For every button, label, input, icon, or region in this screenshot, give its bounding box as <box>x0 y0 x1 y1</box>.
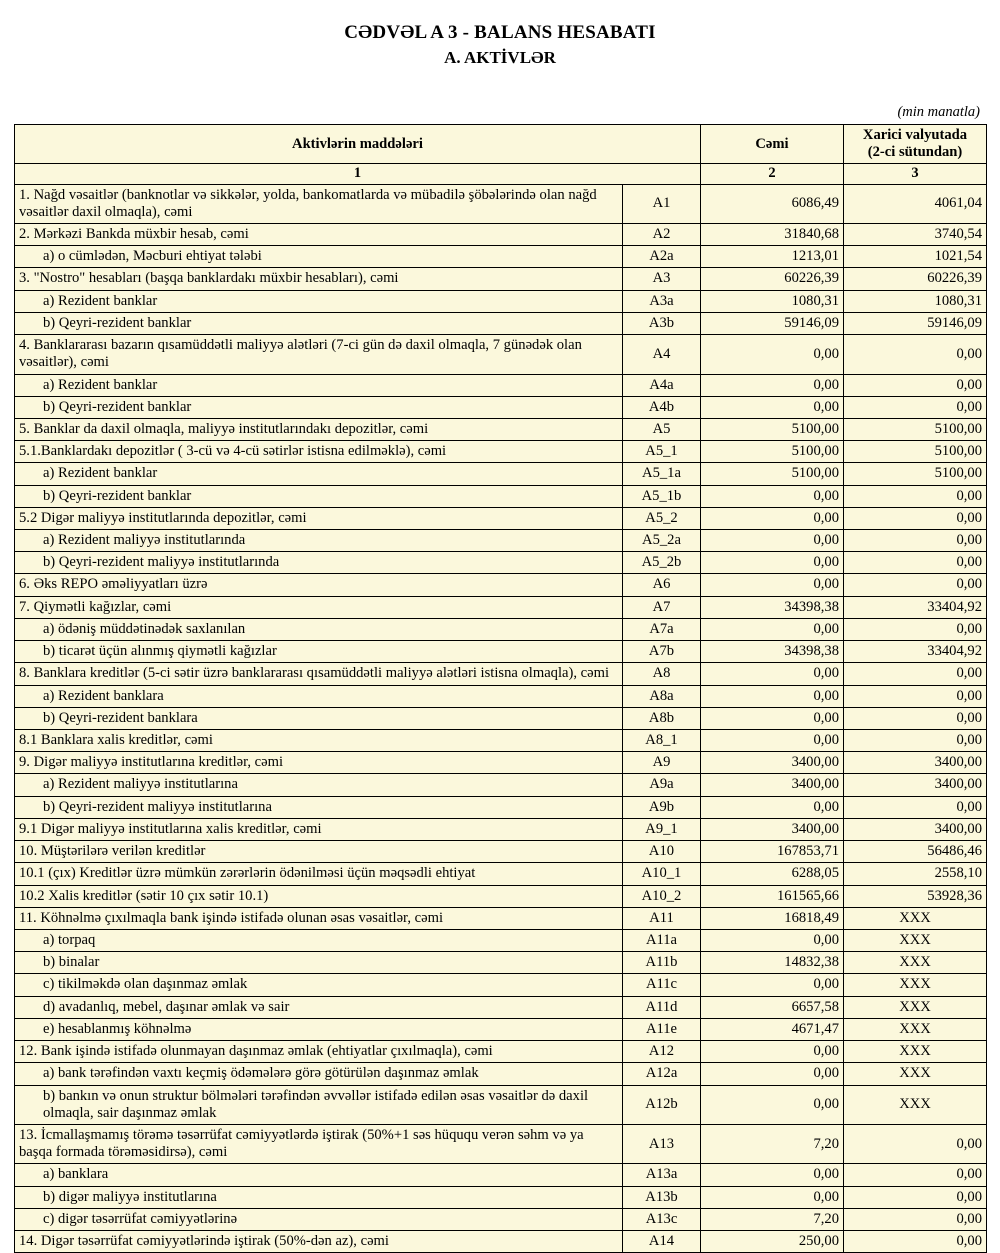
row-fx-value: 56486,46 <box>844 841 987 863</box>
row-fx-value: 0,00 <box>844 335 987 374</box>
row-code: A10_1 <box>623 863 701 885</box>
row-label: a) ödəniş müddətinədək saxlanılan <box>15 618 623 640</box>
row-label: 9.1 Digər maliyyə institutlarına xalis kreditlər, cəmi <box>15 818 623 840</box>
row-label: a) bank tərəfindən vaxtı keçmiş ödəmələrə görə götürülən daşınmaz əmlak <box>15 1063 623 1085</box>
row-code: A1 <box>623 184 701 223</box>
row-total-value: 0,00 <box>701 796 844 818</box>
row-total-value: 34398,38 <box>701 641 844 663</box>
row-label: 8. Banklara kreditlər (5-ci sətir üzrə banklararası qısamüddətli maliyyə alətləri istisna olmaqla), cəmi <box>15 663 623 685</box>
table-row <box>15 1164 987 1186</box>
row-code: A13c <box>623 1208 701 1230</box>
row-code: A2 <box>623 223 701 245</box>
row-fx-value: XXX <box>844 974 987 996</box>
row-code: A8 <box>623 663 701 685</box>
row-fx-value: 0,00 <box>844 396 987 418</box>
row-code: A12 <box>623 1041 701 1063</box>
row-code: A9_1 <box>623 818 701 840</box>
table-row <box>15 974 987 996</box>
row-total-value: 0,00 <box>701 685 844 707</box>
row-label: b) Qeyri-rezident banklar <box>15 485 623 507</box>
row-total-value: 4671,47 <box>701 1018 844 1040</box>
row-fx-value: XXX <box>844 1041 987 1063</box>
column-number-3: 3 <box>844 164 987 184</box>
row-label: b) Qeyri-rezident banklara <box>15 707 623 729</box>
column-number-1: 1 <box>15 164 701 184</box>
row-label: e) hesablanmış köhnəlmə <box>15 1018 623 1040</box>
row-total-value: 5100,00 <box>701 441 844 463</box>
row-total-value: 0,00 <box>701 335 844 374</box>
table-row <box>15 463 987 485</box>
table-row <box>15 707 987 729</box>
row-fx-value: 0,00 <box>844 730 987 752</box>
row-code: A3a <box>623 290 701 312</box>
row-fx-value: 3400,00 <box>844 774 987 796</box>
row-label: c) digər təsərrüfat cəmiyyətlərinə <box>15 1208 623 1230</box>
row-total-value: 0,00 <box>701 374 844 396</box>
row-label: b) Qeyri-rezident banklar <box>15 396 623 418</box>
row-total-value: 5100,00 <box>701 463 844 485</box>
row-code: A11c <box>623 974 701 996</box>
table-row <box>15 818 987 840</box>
row-total-value: 0,00 <box>701 663 844 685</box>
row-label: 10.2 Xalis kreditlər (sətir 10 çıx sətir 10.1) <box>15 885 623 907</box>
row-total-value: 0,00 <box>701 1186 844 1208</box>
page-subtitle: A. AKTİVLƏR <box>444 48 556 67</box>
row-total-value: 14832,38 <box>701 952 844 974</box>
row-fx-value: XXX <box>844 907 987 929</box>
row-label: 2. Mərkəzi Bankda müxbir hesab, cəmi <box>15 223 623 245</box>
row-fx-value: 3400,00 <box>844 818 987 840</box>
row-label: a) o cümlədən, Məcburi ehtiyat tələbi <box>15 246 623 268</box>
table-row <box>15 996 987 1018</box>
row-total-value: 0,00 <box>701 485 844 507</box>
row-total-value: 3400,00 <box>701 774 844 796</box>
row-label: a) Rezident maliyyə institutlarında <box>15 530 623 552</box>
row-total-value: 0,00 <box>701 929 844 951</box>
table-row <box>15 530 987 552</box>
row-fx-value: 53928,36 <box>844 885 987 907</box>
row-code: A9b <box>623 796 701 818</box>
table-row <box>15 396 987 418</box>
row-fx-value: 0,00 <box>844 1208 987 1230</box>
row-total-value: 3400,00 <box>701 752 844 774</box>
column-header-items: Aktivlərin maddələri <box>15 125 701 164</box>
row-label: a) Rezident banklar <box>15 463 623 485</box>
page-title: CƏDVƏL A 3 - BALANS HESABATI <box>344 22 656 43</box>
row-total-value: 0,00 <box>701 618 844 640</box>
table-row <box>15 507 987 529</box>
row-total-value: 7,20 <box>701 1124 844 1163</box>
row-code: A4b <box>623 396 701 418</box>
table-row <box>15 1186 987 1208</box>
row-code: A4a <box>623 374 701 396</box>
row-fx-value: 4061,04 <box>844 184 987 223</box>
row-label: 3. "Nostro" hesabları (başqa banklardakı müxbir hesabları), cəmi <box>15 268 623 290</box>
row-total-value: 0,00 <box>701 507 844 529</box>
row-total-value: 7,20 <box>701 1208 844 1230</box>
row-label: 13. İcmallaşmamış törəmə təsərrüfat cəmiyyətlərdə iştirak (50%+1 səs hüququ verən səhm və ya başqa formada törəməsidirsə), cəmi <box>15 1124 623 1163</box>
row-fx-value: 33404,92 <box>844 596 987 618</box>
row-code: A2a <box>623 246 701 268</box>
row-fx-value: 3400,00 <box>844 752 987 774</box>
row-fx-value: 5100,00 <box>844 441 987 463</box>
table-row <box>15 223 987 245</box>
table-row <box>15 885 987 907</box>
row-fx-value: 0,00 <box>844 707 987 729</box>
units-note: (min manatla) <box>897 104 980 120</box>
row-fx-value: 2558,10 <box>844 863 987 885</box>
row-label: b) ticarət üçün alınmış qiymətli kağızlar <box>15 641 623 663</box>
row-label: 9. Digər maliyyə institutlarına kreditlər, cəmi <box>15 752 623 774</box>
table-row <box>15 290 987 312</box>
row-total-value: 0,00 <box>701 1063 844 1085</box>
row-label: 5.1.Banklardakı depozitlər ( 3-cü və 4-cü sətirlər istisna edilməklə), cəmi <box>15 441 623 463</box>
table-row <box>15 1085 987 1124</box>
row-label: 4. Banklararası bazarın qısamüddətli maliyyə alətləri (7-ci gün də daxil olmaqla, 7 günədək olan vəsaitlər), cəmi <box>15 335 623 374</box>
row-label: 8.1 Banklara xalis kreditlər, cəmi <box>15 730 623 752</box>
table-row <box>15 1041 987 1063</box>
table-row <box>15 863 987 885</box>
row-total-value: 0,00 <box>701 974 844 996</box>
table-row <box>15 1063 987 1085</box>
row-total-value: 161565,66 <box>701 885 844 907</box>
row-total-value: 6086,49 <box>701 184 844 223</box>
row-label: a) Rezident banklar <box>15 374 623 396</box>
balance-sheet-assets-table <box>14 124 987 1253</box>
row-code: A5_1b <box>623 485 701 507</box>
row-code: A5 <box>623 418 701 440</box>
row-code: A13a <box>623 1164 701 1186</box>
table-row <box>15 1231 987 1253</box>
row-label: 1. Nağd vəsaitlər (banknotlar və sikkələr, yolda, bankomatlarda və mübadilə şöbələrində olan nağd vəsaitlər daxil olmaqla), cəmi <box>15 184 623 223</box>
row-code: A10 <box>623 841 701 863</box>
row-fx-value: 0,00 <box>844 1231 987 1253</box>
row-label: 14. Digər təsərrüfat cəmiyyətlərində iştirak (50%-dən az), cəmi <box>15 1231 623 1253</box>
row-label: c) tikilməkdə olan daşınmaz əmlak <box>15 974 623 996</box>
row-label: b) Qeyri-rezident maliyyə institutlarında <box>15 552 623 574</box>
row-label: 10. Müştərilərə verilən kreditlər <box>15 841 623 863</box>
row-fx-value: 5100,00 <box>844 418 987 440</box>
row-total-value: 0,00 <box>701 1041 844 1063</box>
row-code: A4 <box>623 335 701 374</box>
table-row <box>15 184 987 223</box>
row-total-value: 250,00 <box>701 1231 844 1253</box>
row-code: A9a <box>623 774 701 796</box>
row-code: A11b <box>623 952 701 974</box>
table-row <box>15 418 987 440</box>
row-fx-value: 0,00 <box>844 552 987 574</box>
row-total-value: 0,00 <box>701 1164 844 1186</box>
table-row <box>15 441 987 463</box>
row-fx-value: 0,00 <box>844 663 987 685</box>
row-code: A7a <box>623 618 701 640</box>
row-fx-value: 1021,54 <box>844 246 987 268</box>
row-label: b) digər maliyyə institutlarına <box>15 1186 623 1208</box>
row-code: A13b <box>623 1186 701 1208</box>
column-header-fx-line2: (2-ci sütundan) <box>867 144 963 161</box>
row-total-value: 167853,71 <box>701 841 844 863</box>
row-code: A13 <box>623 1124 701 1163</box>
row-fx-value: XXX <box>844 929 987 951</box>
row-fx-value: 0,00 <box>844 1124 987 1163</box>
row-code: A5_1 <box>623 441 701 463</box>
row-total-value: 5100,00 <box>701 418 844 440</box>
row-fx-value: 0,00 <box>844 1186 987 1208</box>
row-fx-value: 1080,31 <box>844 290 987 312</box>
row-total-value: 1080,31 <box>701 290 844 312</box>
table-row <box>15 796 987 818</box>
table-row <box>15 268 987 290</box>
table-row <box>15 641 987 663</box>
row-fx-value: 0,00 <box>844 530 987 552</box>
row-code: A11d <box>623 996 701 1018</box>
row-total-value: 0,00 <box>701 530 844 552</box>
row-code: A5_1a <box>623 463 701 485</box>
row-label: b) binalar <box>15 952 623 974</box>
row-label: 6. Əks REPO əməliyyatları üzrə <box>15 574 623 596</box>
row-fx-value: XXX <box>844 952 987 974</box>
row-label: 5. Banklar da daxil olmaqla, maliyyə institutlarındakı depozitlər, cəmi <box>15 418 623 440</box>
row-label: a) banklara <box>15 1164 623 1186</box>
column-number-row <box>15 164 987 184</box>
row-fx-value: 0,00 <box>844 507 987 529</box>
row-label: 5.2 Digər maliyyə institutlarında depozitlər, cəmi <box>15 507 623 529</box>
row-label: 7. Qiymətli kağızlar, cəmi <box>15 596 623 618</box>
row-total-value: 0,00 <box>701 1085 844 1124</box>
row-code: A8a <box>623 685 701 707</box>
table-row <box>15 485 987 507</box>
table-row <box>15 246 987 268</box>
row-code: A12a <box>623 1063 701 1085</box>
row-total-value: 6657,58 <box>701 996 844 1018</box>
row-code: A10_2 <box>623 885 701 907</box>
row-code: A8_1 <box>623 730 701 752</box>
row-code: A12b <box>623 1085 701 1124</box>
row-total-value: 0,00 <box>701 707 844 729</box>
row-code: A6 <box>623 574 701 596</box>
row-total-value: 1213,01 <box>701 246 844 268</box>
table-row <box>15 774 987 796</box>
table-row <box>15 663 987 685</box>
row-label: 12. Bank işində istifadə olunmayan daşınmaz əmlak (ehtiyatlar çıxılmaqla), cəmi <box>15 1041 623 1063</box>
row-label: a) Rezident maliyyə institutlarına <box>15 774 623 796</box>
column-number-2: 2 <box>701 164 844 184</box>
table-row <box>15 574 987 596</box>
row-total-value: 34398,38 <box>701 596 844 618</box>
row-fx-value: XXX <box>844 996 987 1018</box>
table-row <box>15 374 987 396</box>
table-row <box>15 312 987 334</box>
table-body <box>15 184 987 1253</box>
row-total-value: 0,00 <box>701 574 844 596</box>
row-label: d) avadanlıq, mebel, daşınar əmlak və sair <box>15 996 623 1018</box>
row-fx-value: 0,00 <box>844 485 987 507</box>
table-row <box>15 929 987 951</box>
table-row <box>15 618 987 640</box>
row-code: A3 <box>623 268 701 290</box>
table-row <box>15 596 987 618</box>
row-fx-value: 0,00 <box>844 374 987 396</box>
row-code: A14 <box>623 1231 701 1253</box>
row-code: A11e <box>623 1018 701 1040</box>
row-code: A9 <box>623 752 701 774</box>
row-label: b) bankın və onun struktur bölmələri tərəfindən əvvəllər istifadə edilən əsas vəsaitlər də daxil olmaqla, sair daşınmaz əmlak <box>15 1085 623 1124</box>
column-header-fx-line1: Xarici valyutada <box>862 127 968 143</box>
table-row <box>15 952 987 974</box>
column-header-total: Cəmi <box>701 125 844 164</box>
row-code: A5_2 <box>623 507 701 529</box>
table-row <box>15 1018 987 1040</box>
row-code: A11 <box>623 907 701 929</box>
row-fx-value: 0,00 <box>844 1164 987 1186</box>
row-fx-value: 3740,54 <box>844 223 987 245</box>
table-row <box>15 907 987 929</box>
row-total-value: 0,00 <box>701 552 844 574</box>
row-code: A3b <box>623 312 701 334</box>
row-code: A8b <box>623 707 701 729</box>
row-code: A5_2a <box>623 530 701 552</box>
row-total-value: 59146,09 <box>701 312 844 334</box>
row-total-value: 60226,39 <box>701 268 844 290</box>
row-code: A5_2b <box>623 552 701 574</box>
row-fx-value: 0,00 <box>844 574 987 596</box>
row-fx-value: XXX <box>844 1085 987 1124</box>
row-total-value: 3400,00 <box>701 818 844 840</box>
row-label: b) Qeyri-rezident maliyyə institutlarına <box>15 796 623 818</box>
row-fx-value: 33404,92 <box>844 641 987 663</box>
row-fx-value: 0,00 <box>844 618 987 640</box>
table-row <box>15 752 987 774</box>
row-fx-value: 60226,39 <box>844 268 987 290</box>
table-row <box>15 552 987 574</box>
row-fx-value: 0,00 <box>844 685 987 707</box>
row-fx-value: 5100,00 <box>844 463 987 485</box>
row-total-value: 6288,05 <box>701 863 844 885</box>
row-total-value: 16818,49 <box>701 907 844 929</box>
row-label: 11. Köhnəlmə çıxılmaqla bank işində istifadə olunan əsas vəsaitlər, cəmi <box>15 907 623 929</box>
row-code: A7 <box>623 596 701 618</box>
row-total-value: 31840,68 <box>701 223 844 245</box>
row-label: a) Rezident banklara <box>15 685 623 707</box>
row-fx-value: 59146,09 <box>844 312 987 334</box>
table-row <box>15 1208 987 1230</box>
row-code: A7b <box>623 641 701 663</box>
table-row <box>15 730 987 752</box>
row-fx-value: XXX <box>844 1018 987 1040</box>
row-code: A11a <box>623 929 701 951</box>
row-label: a) torpaq <box>15 929 623 951</box>
table-header-row <box>15 125 987 164</box>
row-label: 10.1 (çıx) Kreditlər üzrə mümkün zərərlərin ödənilməsi üçün məqsədli ehtiyat <box>15 863 623 885</box>
row-label: a) Rezident banklar <box>15 290 623 312</box>
table-row <box>15 335 987 374</box>
table-row <box>15 841 987 863</box>
row-total-value: 0,00 <box>701 730 844 752</box>
table-row <box>15 1124 987 1163</box>
row-fx-value: 0,00 <box>844 796 987 818</box>
row-label: b) Qeyri-rezident banklar <box>15 312 623 334</box>
table-row <box>15 685 987 707</box>
row-fx-value: XXX <box>844 1063 987 1085</box>
column-header-foreign-currency <box>844 125 987 164</box>
row-total-value: 0,00 <box>701 396 844 418</box>
